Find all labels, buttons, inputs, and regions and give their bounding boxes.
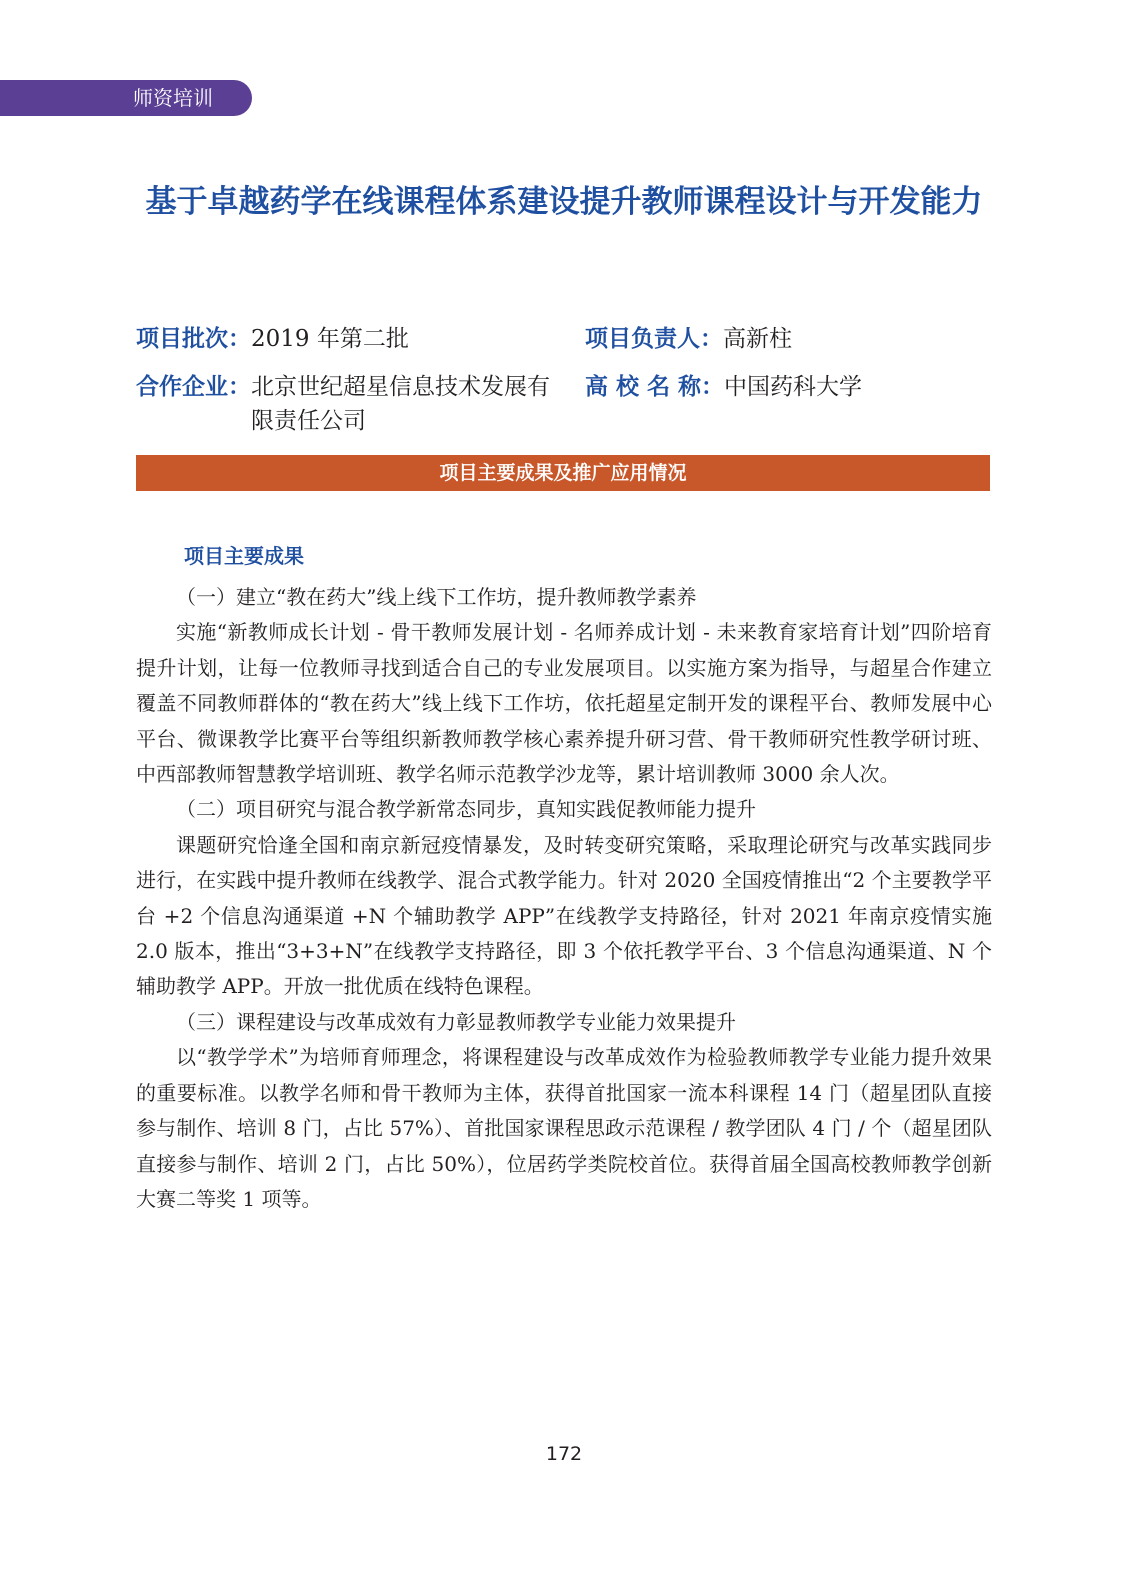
section-tab-label: 师资培训 — [133, 86, 213, 110]
leader-label: 项目负责人： — [585, 326, 723, 352]
batch-label: 项目批次： — [136, 326, 251, 352]
paragraph-heading-2: （二）项目研究与混合教学新常态同步，真知实践促教师能力提升 — [176, 797, 756, 822]
school-label: 高 校 名 称： — [585, 374, 725, 400]
paragraph: 课题研究恰逢全国和南京新冠疫情暴发，及时转变研究策略，采取理论研究与改革实践同步进行，在实践中提升教师在线教学、混合式教学能力。针对 2020 全国疫情推出“2 个主要教学平台 +2 个信息沟通渠道 +N 个辅助教学 APP”在线教学支持路径，针对 2021 年南京疫情实施 2.0 版本，推出“3+3+N”在线教学支持路径，即 3 个依托教学平台、3 个信息沟通渠道、N 个辅助教学 APP。开放一批优质在线特色课程。 — [136, 832, 992, 999]
page-title: 基于卓越药学在线课程体系建设提升教师课程设计与开发能力 — [145, 184, 983, 220]
paragraph: 实施“新教师成长计划 - 骨干教师发展计划 - 名师养成计划 - 未来教育家培育计划”四阶培育提升计划，让每一位教师寻找到适合自己的专业发展项目。以实施方案为指导，与超星合作建立覆盖不同教师群体的“教在药大”线上线下工作坊，依托超星定制开发的课程平台、教师发展中心平台、微课教学比赛平台等组织新教师教学核心素养提升研习营、骨干教师研究性教学研讨班、中西部教师智慧教学培训班、教学名师示范教学沙龙等，累计培训教师 3000 余人次。 — [136, 620, 992, 787]
page-number: 172 — [545, 1443, 583, 1465]
company-value: 北京世纪超星信息技术发展有限责任公司 — [251, 374, 550, 434]
section-heading: 项目主要成果 — [184, 544, 304, 568]
paragraph-heading-1: （一）建立“教在药大”线上线下工作坊，提升教师教学素养 — [176, 585, 697, 609]
meta-batch — [136, 322, 409, 356]
meta-leader — [585, 322, 792, 356]
paragraph-heading-3: （三）课程建设与改革成效有力彰显教师教学专业能力效果提升 — [176, 1009, 736, 1034]
meta-company — [136, 370, 566, 438]
batch-value: 2019 年第二批 — [251, 326, 409, 352]
leader-value: 高新柱 — [723, 326, 792, 352]
section-banner: 项目主要成果及推广应用情况 — [136, 455, 990, 491]
body-text — [136, 580, 992, 1217]
section-tab — [0, 80, 252, 116]
company-label: 合作企业： — [136, 374, 251, 400]
meta-school — [585, 370, 862, 404]
paragraph: 以“教学学术”为培师育师理念，将课程建设与改革成效作为检验教师教学专业能力提升效果的重要标准。以教学名师和骨干教师为主体，获得首批国家一流本科课程 14 门（超星团队直接参与制作、培训 8 门，占比 57%）、首批国家课程思政示范课程 / 教学团队 4 门 / 个（超星团队直接参与制作、培训 2 门，占比 50%），位居药学类院校首位。获得首届全国高校教师教学创新大赛二等奖 1 项等。 — [136, 1045, 992, 1211]
school-value: 中国药科大学 — [724, 374, 863, 400]
